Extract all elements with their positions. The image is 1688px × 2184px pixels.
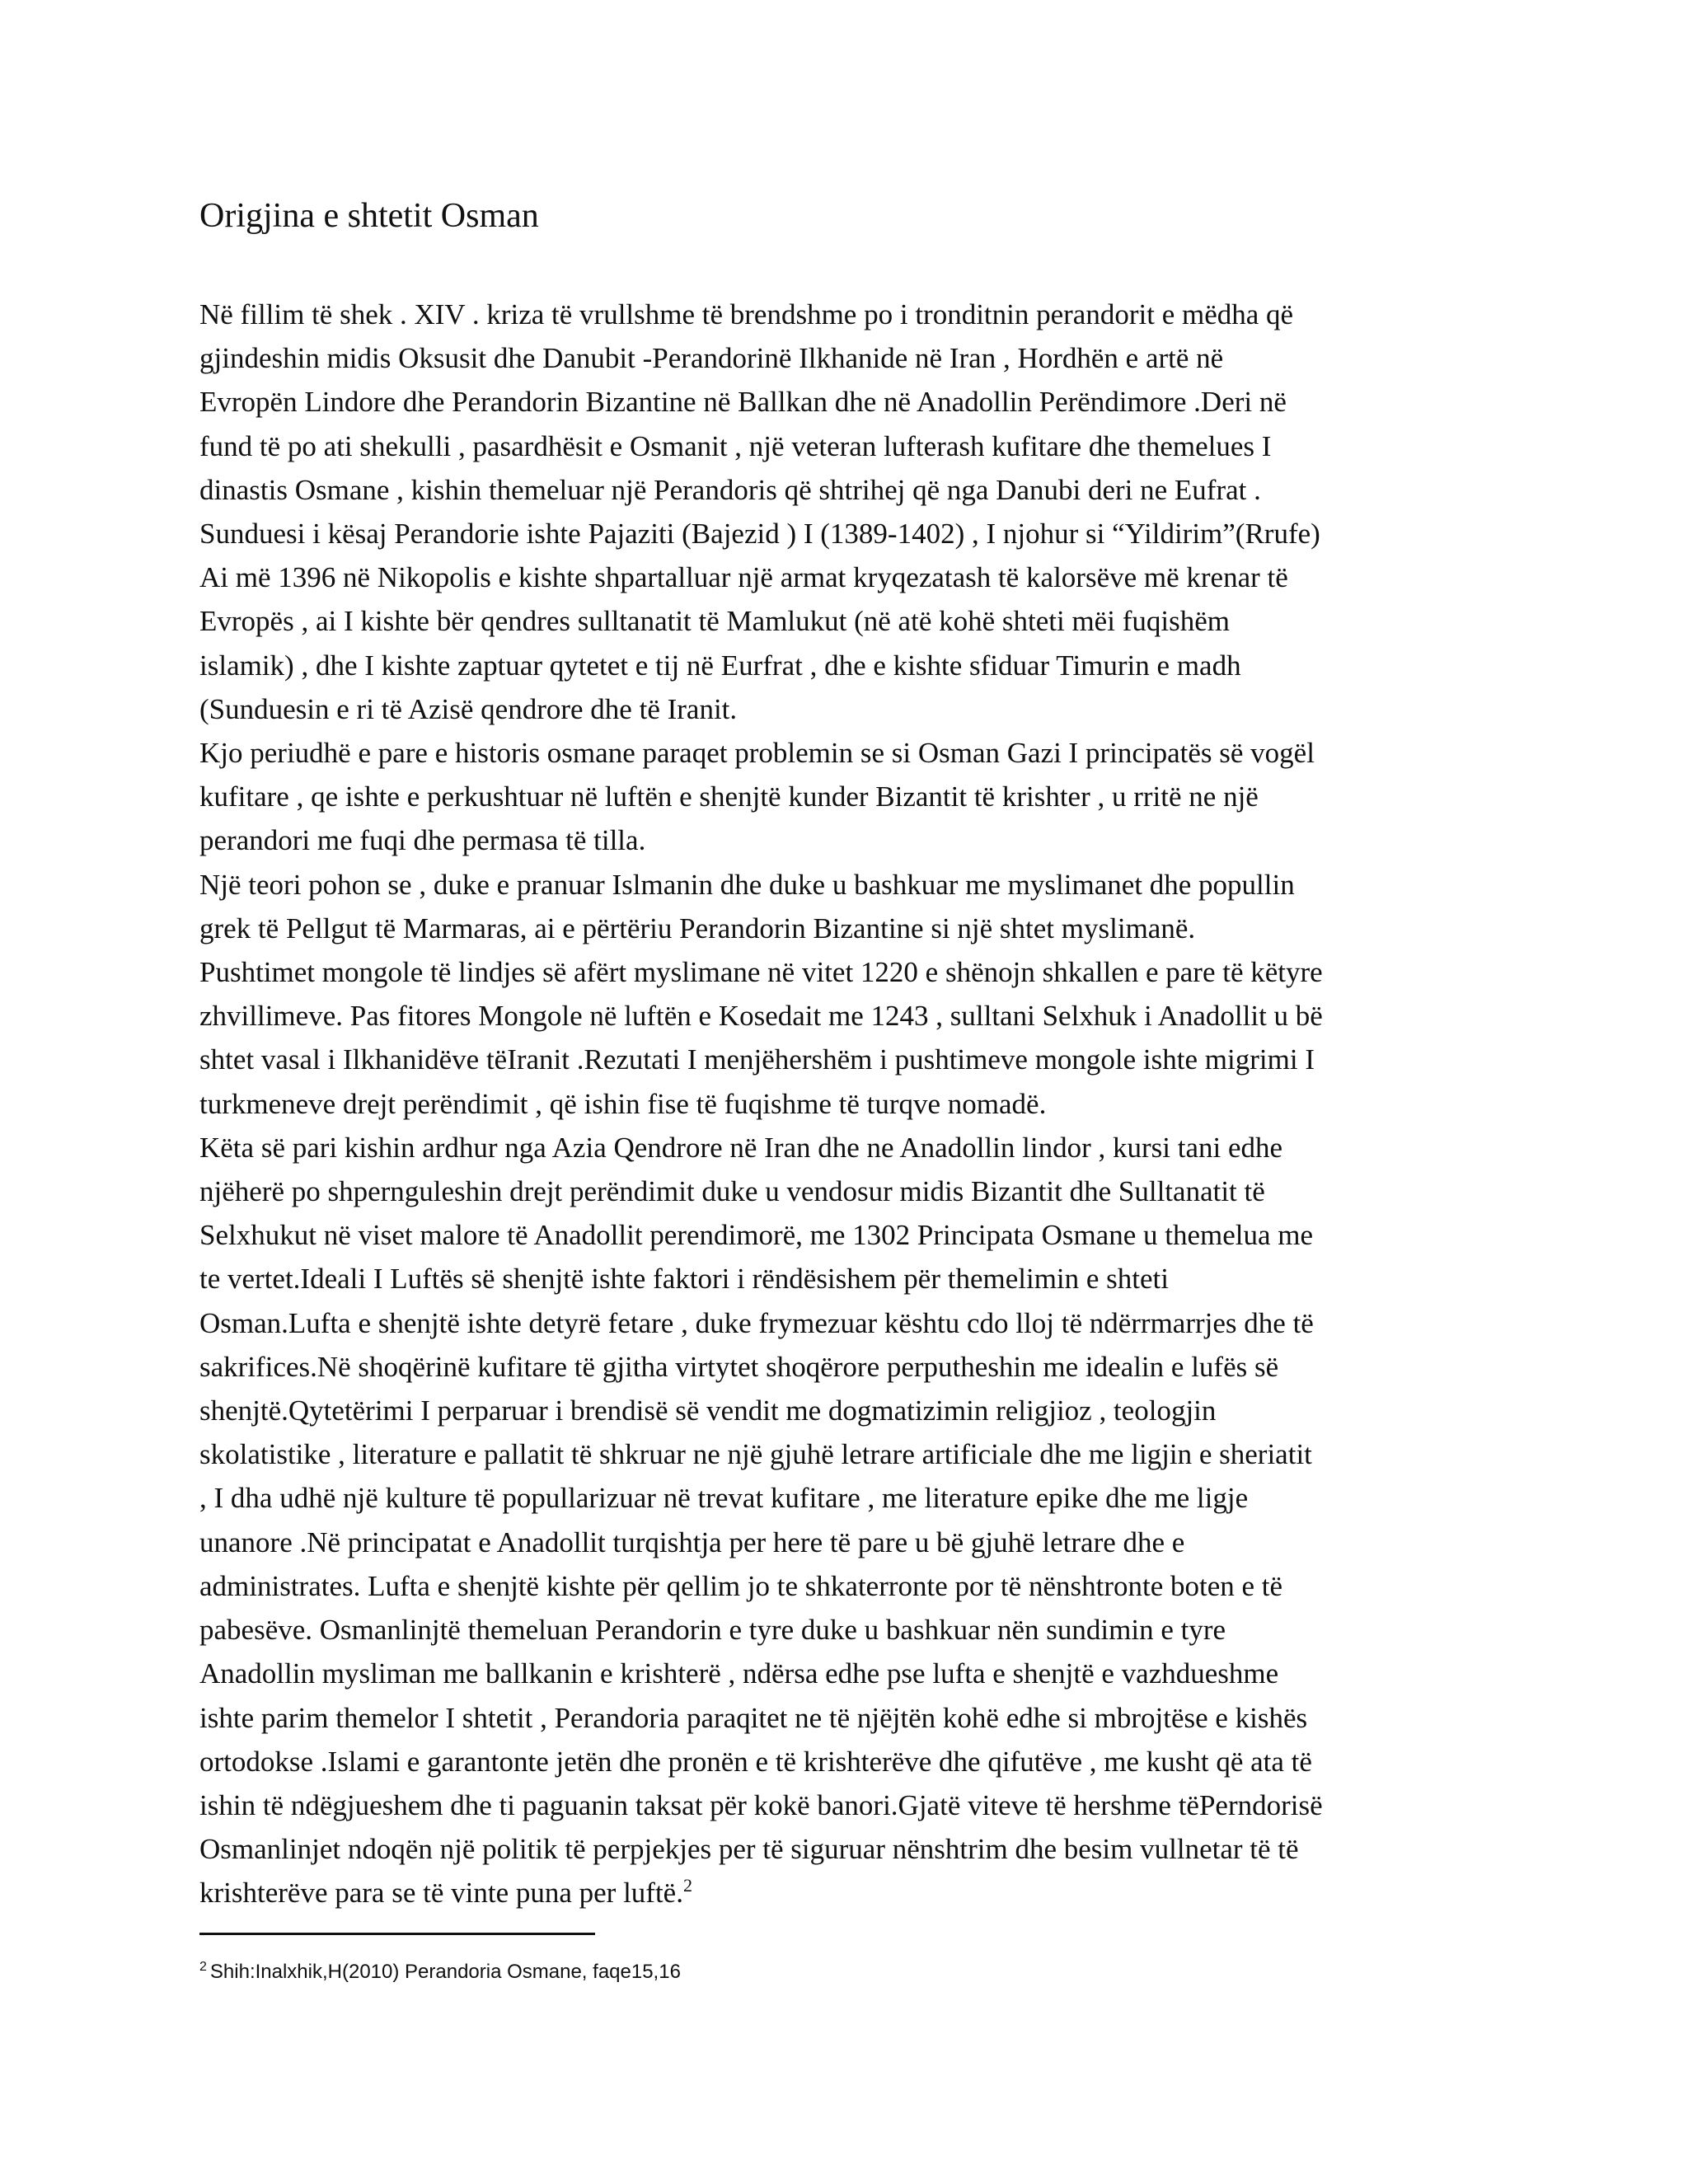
- text-line: shenjtë.Qytetërimi I perparuar i brendisë së vendit me dogmatizimin religjioz , teologjin: [199, 1394, 1217, 1427]
- body-text: [199, 293, 1518, 1915]
- text-line: administrates. Lufta e shenjtë kishte për qellim jo te shkaterronte por të nënshtronte boten e të: [199, 1569, 1283, 1602]
- footnote: [199, 1958, 681, 1986]
- footnote-separator: [199, 1933, 595, 1935]
- text-line-content: krishterëve para se të vinte puna per luftë.: [199, 1877, 683, 1910]
- text-line: Evropës , ai I kishte bër qendres sulltanatit të Mamlukut (në atë kohë shteti mëi fuqishëm: [199, 605, 1230, 638]
- text-line: Osmanlinjet ndoqën një politik të perpjekjes per të siguruar nënshtrim dhe besim vullnetar të të: [199, 1833, 1299, 1866]
- text-line: zhvillimeve. Pas fitores Mongole në luftën e Kosedait me 1243 , sulltani Selxhuk i Anadollit u bë: [199, 1000, 1323, 1033]
- text-line: sakrifices.Në shoqërinë kufitare të gjitha virtytet shoqërore perputheshin me idealin e lufës së: [199, 1350, 1279, 1383]
- text-line: njëherë po shpernguleshin drejt perëndimit duke u vendosur midis Bizantit dhe Sulltanatit të: [199, 1175, 1265, 1208]
- text-line: Anadollin mysliman me ballkanin e krishterë , ndërsa edhe pse lufta e shenjtë e vazhdueshme: [199, 1657, 1279, 1690]
- text-line: Selxhukut në viset malore të Anadollit perendimorë, me 1302 Principata Osmane u themelua me: [199, 1219, 1314, 1252]
- text-line: turkmeneve drejt perëndimit , që ishin fise të fuqishme të turqve nomadë.: [199, 1087, 1047, 1120]
- text-line: ortodokse .Islami e garantonte jetën dhe pronën e të krishterëve dhe qifutëve , me kusht që ata të: [199, 1745, 1312, 1778]
- text-line: (Sunduesin e ri të Azisë qendrore dhe të Iranit.: [199, 692, 738, 725]
- text-line: Osman.Lufta e shenjtë ishte detyrë fetare , duke frymezuar kështu cdo lloj të ndërrmarrjes dhe të: [199, 1306, 1314, 1339]
- footnote-reference[interactable]: 2: [682, 1875, 692, 1896]
- text-line: Ai më 1396 në Nikopolis e kishte shpartalluar një armat kryqezatash të kalorsëve më krenar të: [199, 561, 1288, 594]
- text-line: Një teori pohon se , duke e pranuar Islmanin dhe duke u bashkuar me myslimanet dhe popullin: [199, 868, 1295, 901]
- page-title: Origjina e shtetit Osman: [199, 197, 539, 235]
- text-line: unanore .Në principatat e Anadollit turqishtja per here të pare u bë gjuhë letrare dhe e: [199, 1526, 1185, 1558]
- text-line: islamik) , dhe I kishte zaptuar qytetet e tij në Eurfrat , dhe e kishte sfiduar Timurin e madh: [199, 649, 1241, 682]
- text-line-last: [199, 1871, 1518, 1915]
- text-line: dinastis Osmane , kishin themeluar një Perandoris që shtrihej që nga Danubi deri ne Eufrat .: [199, 473, 1261, 506]
- text-line: ishin të ndëgjueshem dhe ti paguanin taksat për kokë banori.Gjatë viteve të hershme tëPerndorisë: [199, 1788, 1323, 1821]
- text-line: , I dha udhë një kulture të popullarizuar në trevat kufitare , me literature epike dhe me ligje: [199, 1482, 1249, 1515]
- text-line: Sunduesi i kësaj Perandorie ishte Pajaziti (Bajezid ) I (1389-1402) , I njohur si “Yildirim”(Rrufe): [199, 518, 1320, 551]
- footnote-number: 2: [199, 1960, 207, 1974]
- text-line: Pushtimet mongole të lindjes së afërt myslimane në vitet 1220 e shënojn shkallen e pare të këtyre: [199, 956, 1323, 989]
- text-line: kufitare , qe ishte e perkushtuar në luftën e shenjtë kunder Bizantit të krishter , u rritë ne një: [199, 780, 1259, 813]
- text-line: shtet vasal i Ilkhanidëve tëIranit .Rezutati I menjëhershëm i pushtimeve mongole ishte migrimi I: [199, 1043, 1315, 1076]
- text-line: Këta së pari kishin ardhur nga Azia Qendrore në Iran dhe ne Anadollin lindor , kursi tani edhe: [199, 1131, 1283, 1164]
- text-line: pabesëve. Osmanlinjtë themeluan Perandorin e tyre duke u bashkuar nën sundimin e tyre: [199, 1614, 1226, 1647]
- text-line: skolatistike , literature e pallatit të shkruar ne një gjuhë letrare artificiale dhe me ligjin e sheriatit: [199, 1438, 1312, 1471]
- text-line: ishte parim themelor I shtetit , Perandoria paraqitet ne të njëjtën kohë edhe si mbrojtëse e kishës: [199, 1701, 1308, 1734]
- text-line: grek të Pellgut të Marmaras, ai e përtëriu Perandorin Bizantine si një shtet myslimanë.: [199, 912, 1196, 944]
- text-line: perandori me fuqi dhe permasa të tilla.: [199, 824, 646, 857]
- text-line: Kjo periudhë e pare e historis osmane paraqet problemin se si Osman Gazi I principatës së vogël: [199, 737, 1315, 770]
- text-line: te vertet.Ideali I Luftës së shenjtë ishte faktori i rëndësishem për themelimin e shteti: [199, 1263, 1170, 1296]
- text-line: Në fillim të shek . XIV . kriza të vrullshme të brendshme po i tronditnin perandorit e mëdha që: [199, 298, 1294, 330]
- text-line: gjindeshin midis Oksusit dhe Danubit -Perandorinë Ilkhanide në Iran , Hordhën e artë në: [199, 342, 1224, 375]
- footnote-text: Shih:Inalxhik,H(2010) Perandoria Osmane, faqe15,16: [209, 1961, 681, 1983]
- text-line: fund të po ati shekulli , pasardhësit e Osmanit , një veteran lufterash kufitare dhe themelues I: [199, 429, 1272, 462]
- text-line: Evropën Lindore dhe Perandorin Bizantine në Ballkan dhe në Anadollin Perëndimore .Deri në: [199, 386, 1287, 419]
